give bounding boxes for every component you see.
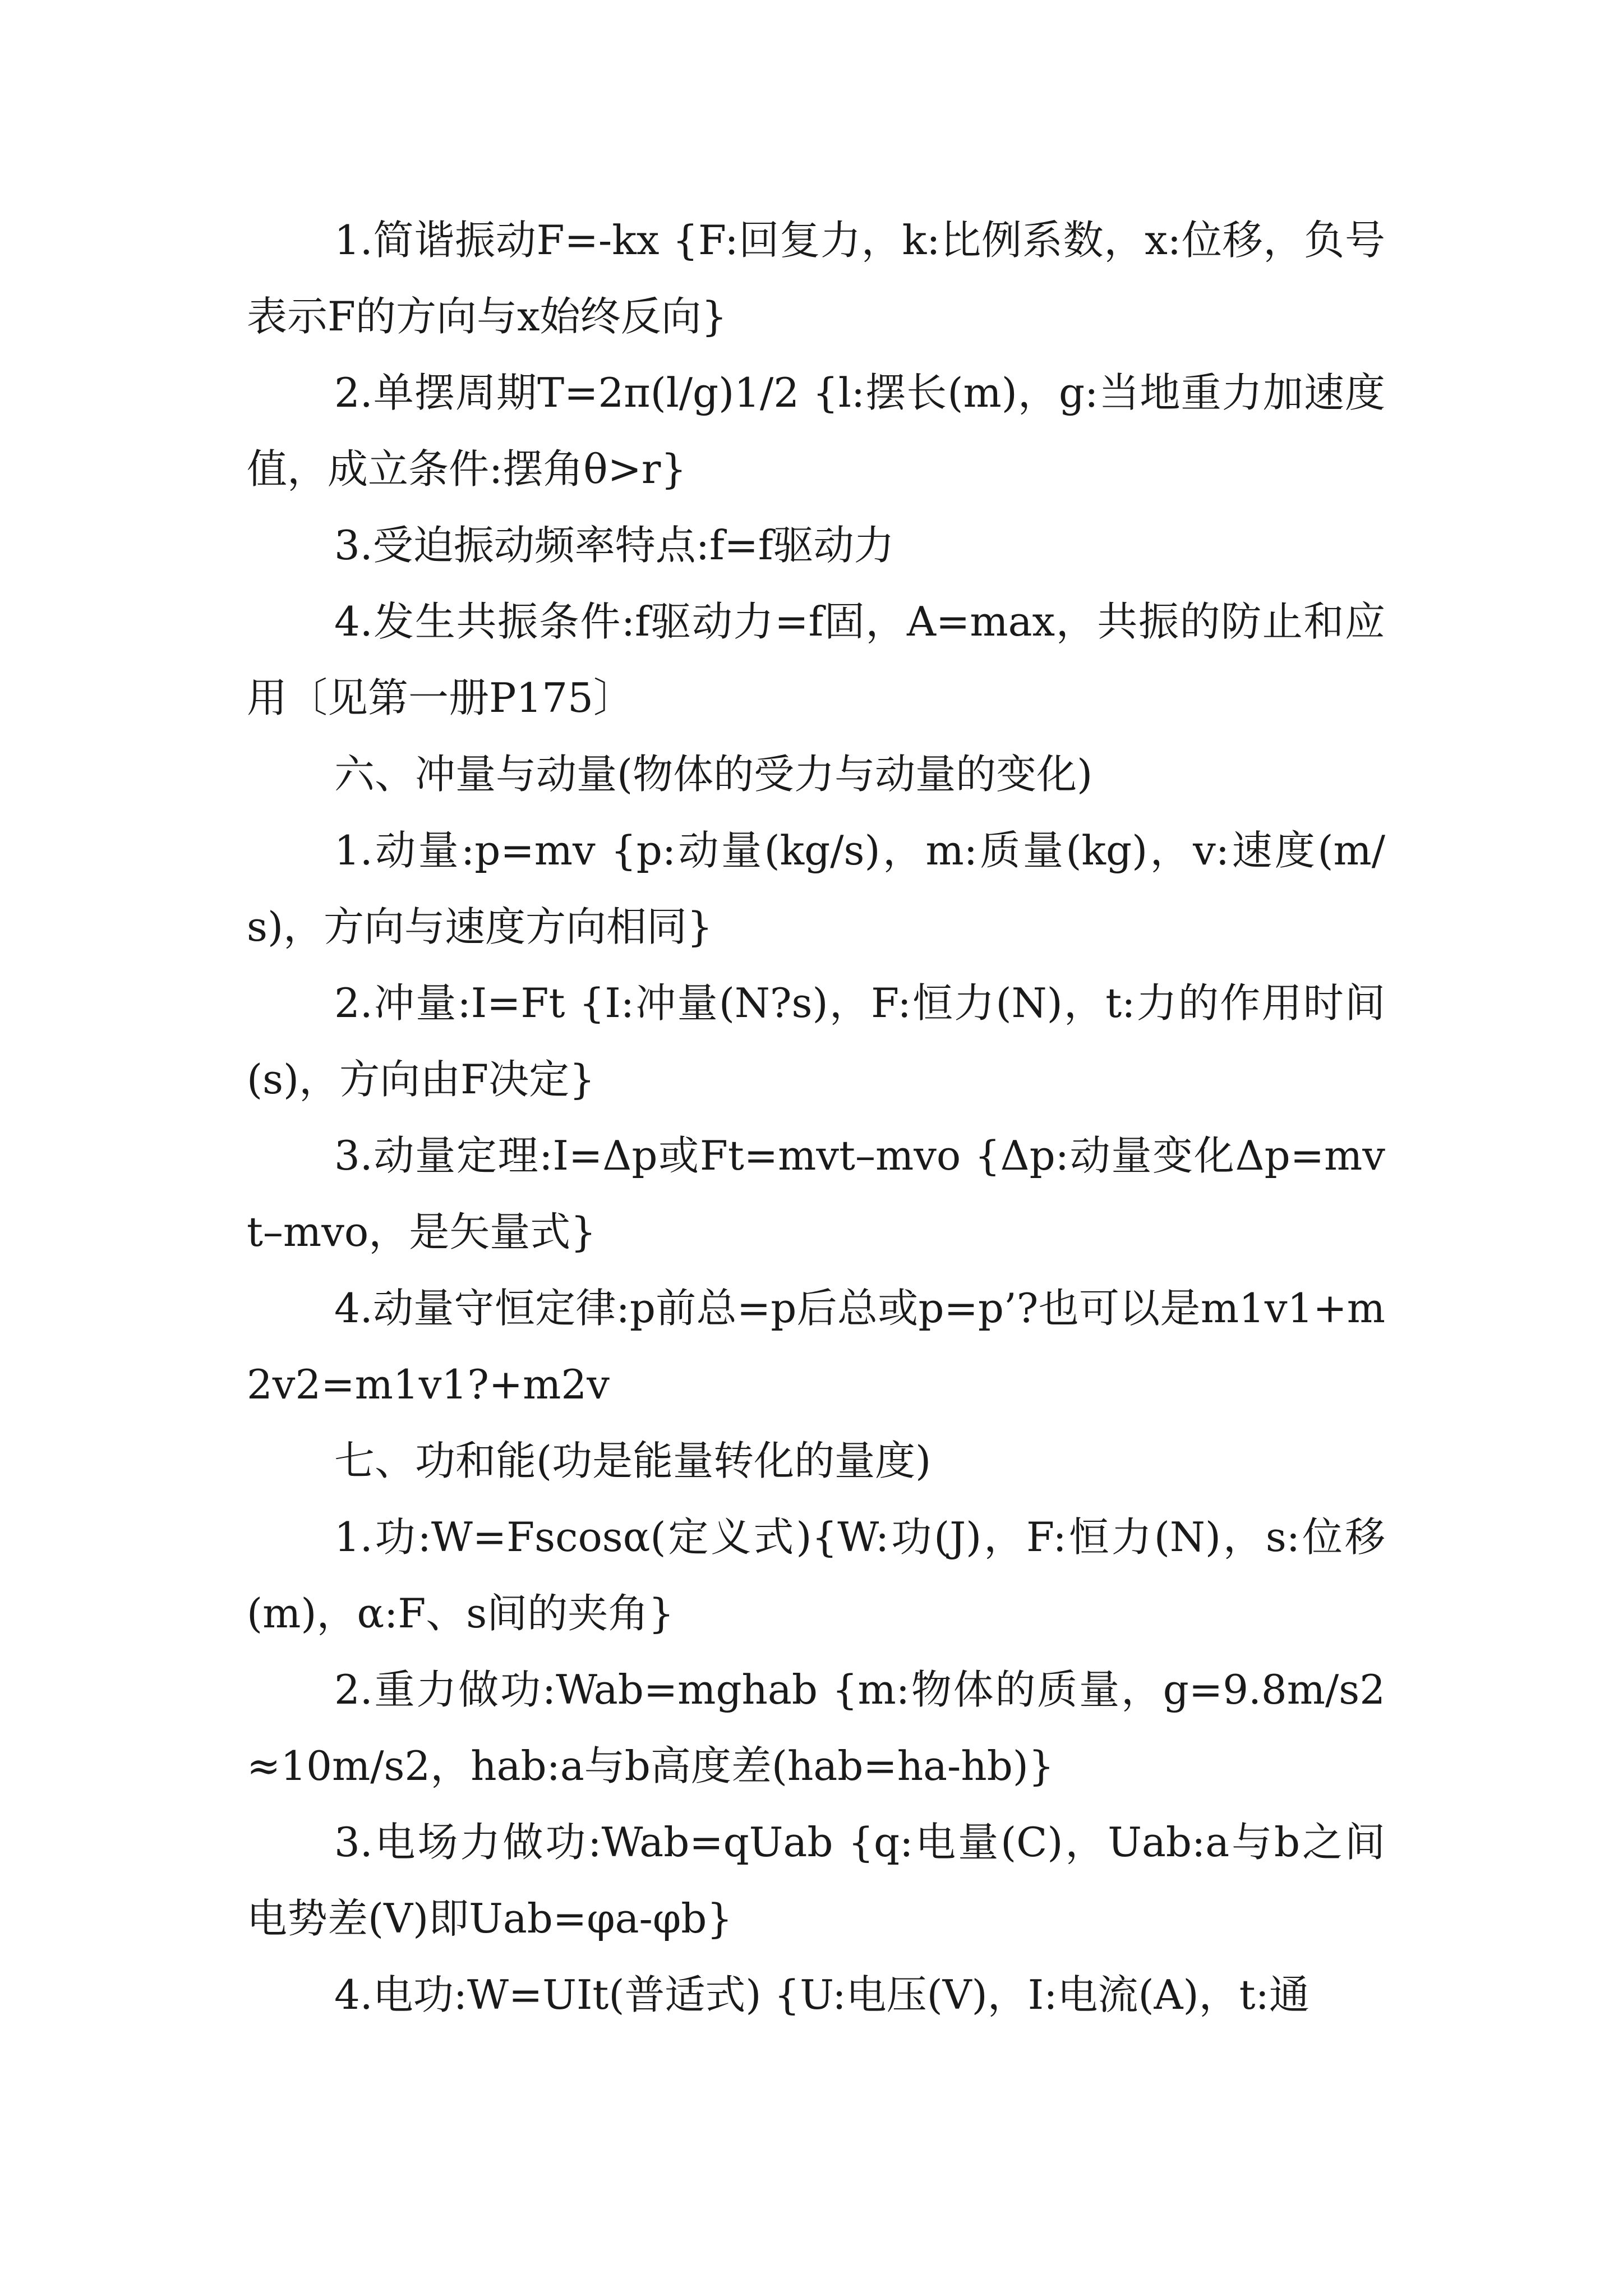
paragraph-shm: 1.简谐振动F=-kx {F:回复力，k:比例系数，x:位移，负号表示F的方向与x始终反向} — [247, 217, 1385, 340]
paragraph-momentum-theorem: 3.动量定理:I=Δp或Ft=mvt–mvo {Δp:动量变化Δp=mvt–mvo，是矢量式} — [247, 1132, 1385, 1255]
paragraph-momentum: 1.动量:p=mv {p:动量(kg/s)，m:质量(kg)，v:速度(m/s)，方向与速度方向相同} — [247, 827, 1385, 950]
paragraph-momentum-conservation: 4.动量守恒定律:p前总=p后总或p=p’?也可以是m1v1+m2v2=m1v1?+m2v — [247, 1285, 1385, 1408]
paragraph-pendulum: 2.单摆周期T=2π(l/g)1/2 {l:摆长(m)，g:当地重力加速度值，成立条件:摆角θ>r} — [247, 369, 1385, 493]
paragraph-work: 1.功:W=Fscosα(定义式){W:功(J)，F:恒力(N)，s:位移(m)，α:F、s间的夹角} — [247, 1513, 1385, 1637]
document-body — [247, 202, 1385, 2033]
paragraph-electric-field-work: 3.电场力做功:Wab=qUab {q:电量(C)，Uab:a与b之间电势差(V)即Uab=φa-φb} — [247, 1819, 1385, 1942]
paragraph-electric-work: 4.电功:W=UIt(普适式) {U:电压(V)，I:电流(A)，t:通 — [334, 1971, 1310, 2018]
paragraph-resonance: 4.发生共振条件:f驱动力=f固，A=max，共振的防止和应用〔见第一册P175〕 — [247, 598, 1385, 721]
paragraph-impulse: 2.冲量:I=Ft {I:冲量(N?s)，F:恒力(N)，t:力的作用时间(s)，方向由F决定} — [247, 979, 1385, 1103]
section-heading-impulse-momentum: 六、冲量与动量(物体的受力与动量的变化) — [334, 751, 1093, 798]
section-heading-work-energy: 七、功和能(功是能量转化的量度) — [334, 1437, 932, 1484]
paragraph-gravity-work: 2.重力做功:Wab=mghab {m:物体的质量，g=9.8m/s2≈10m/s2，hab:a与b高度差(hab=ha-hb)} — [247, 1666, 1385, 1789]
paragraph-forced-vibration: 3.受迫振动频率特点:f=f驱动力 — [334, 522, 895, 569]
